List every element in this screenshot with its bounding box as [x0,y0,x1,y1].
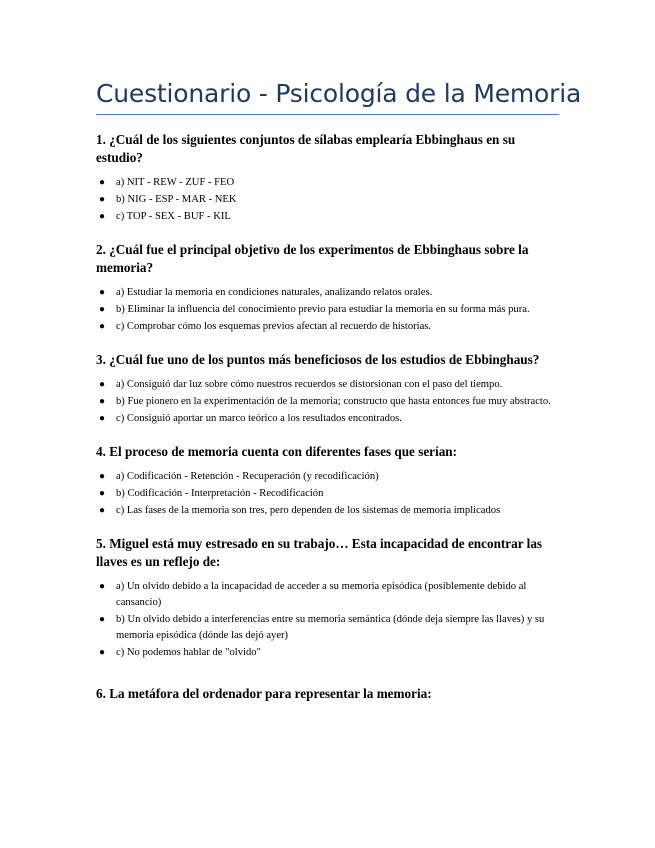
title-underline [96,114,559,115]
option-item [96,285,559,301]
option-item [96,302,559,318]
option-text: a) Codificación - Retención - Recuperación (y recodificación) [116,471,379,482]
option-list [96,579,559,661]
question-6 [96,685,559,703]
bullet-icon: ● [99,194,106,205]
option-item [96,394,559,410]
option-text: b) Un olvido debido a interferencias entre su memoria semántica (dónde deja siempre las llaves) y su memoria episódica (dónde las dejó ayer) [116,614,545,641]
option-text: b) Eliminar la influencia del conocimiento previo para estudiar la memoria en su forma más pura. [116,304,530,315]
bullet-icon: ● [99,581,106,592]
option-item [96,175,559,191]
question-text: 4. El proceso de memoria cuenta con diferentes fases que serían: [96,444,458,459]
bullet-icon: ● [99,396,106,407]
bullet-icon: ● [99,379,106,390]
question-1 [96,131,559,225]
question-text: 3. ¿Cuál fue uno de los puntos más beneficiosos de los estudios de Ebbinghaus? [96,352,540,367]
bullet-icon: ● [99,413,106,424]
option-text: c) No podemos hablar de "olvido" [116,647,261,658]
bullet-icon: ● [99,505,106,516]
option-item [96,319,559,335]
option-item [96,209,559,225]
option-list [96,469,559,519]
option-item [96,612,559,644]
bullet-icon: ● [99,471,106,482]
bullet-icon: ● [99,304,106,315]
question-2 [96,241,559,335]
option-text: b) NIG - ESP - MAR - NEK [116,194,237,205]
question-text: 6. La metáfora del ordenador para representar la memoria: [96,686,432,701]
bullet-icon: ● [99,321,106,332]
question-text: 1. ¿Cuál de los siguientes conjuntos de sílabas emplearía Ebbinghaus en su estudio? [96,132,516,165]
option-item [96,645,559,661]
option-text: a) Estudiar la memoria en condiciones naturales, analizando relatos orales. [116,287,433,298]
question-text: 2. ¿Cuál fue el principal objetivo de los experimentos de Ebbinghaus sobre la memoria? [96,242,529,275]
option-text: c) Las fases de la memoria son tres, pero dependen de los sistemas de memoria implicados [116,505,501,516]
bullet-icon: ● [99,287,106,298]
question-5 [96,535,559,661]
option-text: b) Fue pionero en la experimentación de la memoria; constructo que hasta entonces fue muy abstracto. [116,396,551,407]
question-4 [96,443,559,519]
option-item [96,192,559,208]
bullet-icon: ● [99,614,106,625]
bullet-icon: ● [99,647,106,658]
option-text: a) Un olvido debido a la incapacidad de acceder a su memoria episódica (posiblemente debido al cansancio) [116,581,527,608]
option-text: a) Consiguió dar luz sobre cómo nuestros recuerdos se distorsionan con el paso del tiempo. [116,379,503,390]
option-item [96,411,559,427]
option-text: c) Comprobar cómo los esquemas previos afectan al recuerdo de historias. [116,321,432,332]
option-list [96,377,559,427]
question-3 [96,351,559,427]
option-list [96,175,559,225]
option-list [96,285,559,335]
bullet-icon: ● [99,177,106,188]
option-item [96,469,559,485]
question-text: 5. Miguel está muy estresado en su trabajo… Esta incapacidad de encontrar las llaves es un reflejo de: [96,536,543,569]
bullet-icon: ● [99,488,106,499]
document-title: Cuestionario - Psicología de la Memoria [96,79,582,108]
option-item [96,579,559,611]
option-text: c) TOP - SEX - BUF - KIL [116,211,231,222]
option-text: a) NIT - REW - ZUF - FEO [116,177,235,188]
option-item [96,503,559,519]
option-text: b) Codificación - Interpretación - Recodificación [116,488,324,499]
option-text: c) Consiguió aportar un marco teórico a los resultados encontrados. [116,413,402,424]
option-item [96,377,559,393]
option-item [96,486,559,502]
bullet-icon: ● [99,211,106,222]
